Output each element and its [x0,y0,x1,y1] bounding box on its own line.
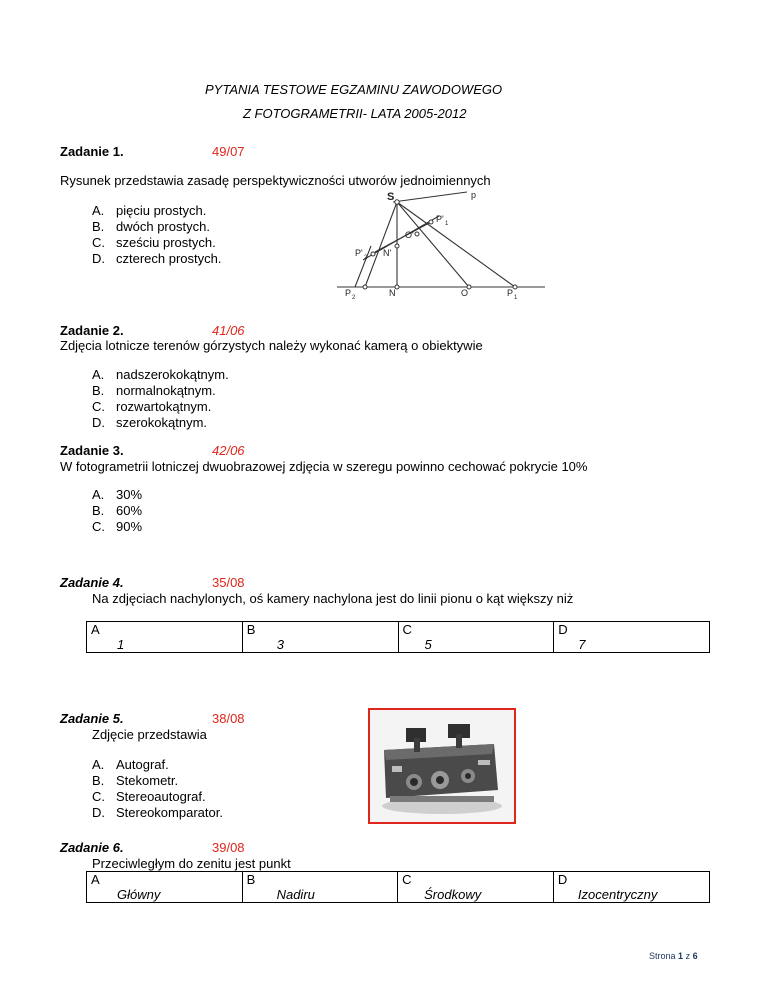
task4-option-a: A 1 [87,622,243,653]
task4-options-table [86,621,710,653]
label-s: S [387,191,395,203]
task3-answer-b: B. 60% [92,503,143,518]
task6-option-d: D Izocentryczny [553,872,709,903]
instrument-photo [368,708,516,824]
line-p [393,192,467,202]
task2-answer-a: A. nadszerokokątnym. [92,367,229,382]
point-n [395,285,399,289]
task4-option-c: C 5 [398,622,554,653]
task6-option-a: A Główny [87,872,243,903]
task1-code: 49/07 [212,144,245,159]
task5-answer-b: B. Stekometr. [92,773,179,788]
task5-answer-c: C. Stereoautograf. [92,789,206,804]
task1-answers [92,203,222,267]
task5-code: 38/08 [212,711,245,726]
task4-code: 35/08 [212,575,245,590]
label-o: O [461,288,469,298]
task2-code: 41/06 [212,323,245,338]
task4-option-d: D 7 [554,622,710,653]
task5-answer-a: A. Autograf. [92,757,169,772]
task2-title: Zadanie 2. [60,323,124,338]
task1-answer-b: B. dwóch prostych. [92,219,210,234]
task3-answers [92,487,142,535]
point-p1 [513,285,517,289]
ray-s-o [397,202,469,287]
task1-question: Rysunek przedstawia zasadę perspektywiczności utworów jednoimiennych [60,173,491,188]
label-o-prime: O' [405,230,414,240]
ray-s-p2 [365,202,397,287]
task1-answer-a: A. pięciu prostych. [92,203,207,218]
task6-question: Przeciwległym do zenitu jest punkt [92,856,291,871]
task5-question: Zdjęcie przedstawia [92,727,207,742]
task5-answers [92,757,223,821]
task6-option-c: C Środkowy [398,872,554,903]
label-p2-prime: P' [355,248,363,258]
stereocomparator-image [370,710,514,822]
point-o-prime [415,232,419,236]
task2-answer-d: D. szerokokątnym. [92,415,208,430]
label-p1-sub: 1 [514,295,518,301]
task6-options-table [86,871,710,903]
task4-question: Na zdjęciach nachylonych, oś kamery nachylona jest do linii pionu o kąt większy niż [92,591,574,606]
label-p2-prime-sub: 2 [364,255,368,261]
document-title-line2: Z FOTOGRAMETRII- LATA 2005-2012 [243,106,467,121]
label-p1-prime-sub: 1 [445,221,449,227]
task3-question: W fotogrametrii lotniczej dwuobrazowej zdjęcia w szeregu powinno cechować pokrycie 10% [60,459,588,474]
point-p2-prime [371,252,375,256]
task5-answer-d: D. Stereokomparator. [92,805,223,820]
task5-title: Zadanie 5. [60,711,124,726]
page-number: Strona 1 z 6 [649,951,698,961]
task1-answer-c: C. sześciu prostych. [92,235,216,250]
point-n-prime [395,244,399,248]
task3-answer-c: C. 90% [92,519,143,534]
task3-answer-a: A. 30% [92,487,143,502]
task2-answer-c: C. rozwartokątnym. [92,399,212,414]
task6-code: 39/08 [212,840,245,855]
task2-answers [92,367,229,431]
document-title-line1: PYTANIA TESTOWE EGZAMINU ZAWODOWEGO [205,82,503,97]
task4-option-b: B 3 [242,622,398,653]
point-p1-prime [429,220,433,224]
label-p: p [471,190,477,200]
task1-title: Zadanie 1. [60,144,124,159]
ray-s-p1 [397,202,515,287]
label-p2: P [345,288,352,298]
point-s [395,200,399,204]
task3-title: Zadanie 3. [60,443,124,458]
label-p1: P [507,288,514,298]
perspective-diagram [335,188,547,304]
label-n-prime: N' [383,248,392,258]
task6-title: Zadanie 6. [60,840,124,855]
task1-answer-d: D. czterech prostych. [92,251,222,266]
task2-question: Zdjęcia lotnicze terenów górzystych należy wykonać kamerą o obiektywie [60,338,483,353]
point-p2 [363,285,367,289]
label-n: N [389,288,396,298]
task6-option-b: B Nadiru [242,872,398,903]
label-p2-sub: 2 [352,295,356,301]
task4-title: Zadanie 4. [60,575,124,590]
task2-answer-b: B. normalnokątnym. [92,383,216,398]
task3-code: 42/06 [212,443,245,458]
label-p1-prime: P' [436,214,444,224]
